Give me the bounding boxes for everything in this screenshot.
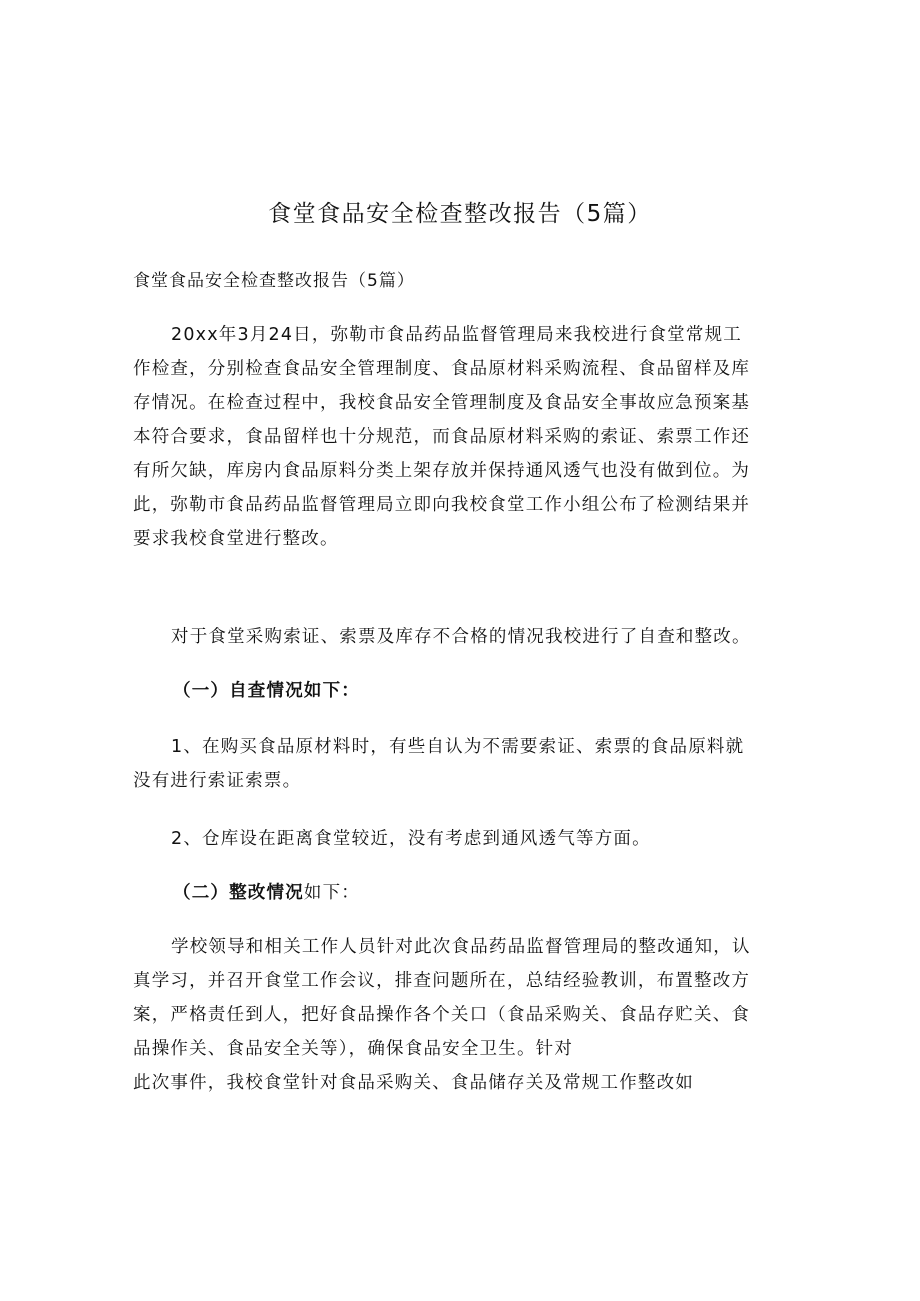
paragraph-line: 要求我校食堂进行整改。 <box>133 529 339 549</box>
intro-paragraph <box>133 318 805 556</box>
paragraph-line: 此次事件，我校食堂针对食品采购关、食品储存关及常规工作整改如 <box>133 1073 694 1093</box>
paragraph-line: 此，弥勒市食品药品监督管理局立即向我校食堂工作小组公布了检测结果并 <box>133 495 751 515</box>
document-title: 食堂食品安全检查整改报告（5篇） <box>268 201 652 227</box>
paragraph-line: 存情况。在检查过程中，我校食品安全管理制度及食品安全事故应急预案基 <box>133 393 751 413</box>
paragraph-line: 有所欠缺，库房内食品原料分类上架存放并保持通风透气也没有做到位。为 <box>133 461 751 481</box>
paragraph-line: 20xx年3月24日，弥勒市食品药品监督管理局来我校进行食堂常规工 <box>171 325 742 345</box>
paragraph-line: 1、在购买食品原材料时，有些自认为不需要索证、索票的食品原料就 <box>171 737 745 757</box>
paragraph-line: 作检查，分别检查食品安全管理制度、食品原材料采购流程、食品留样及库 <box>133 359 751 379</box>
rectification-heading-rest: 如下： <box>303 883 361 903</box>
self-check-intro-paragraph <box>133 620 805 654</box>
self-check-heading: （一）自查情况如下： <box>173 681 360 701</box>
paragraph-line: 案，严格责任到人，把好食品操作各个关口（食品采购关、食品存贮关、食 <box>133 1005 751 1025</box>
rectification-heading <box>173 880 360 906</box>
paragraph-line: 学校领导和相关工作人员针对此次食品药品监督管理局的整改通知，认 <box>171 937 751 957</box>
document-subtitle: 食堂食品安全检查整改报告（5篇） <box>133 271 415 291</box>
paragraph-line: 本符合要求，食品留样也十分规范，而食品原材料采购的索证、索票工作还 <box>133 427 751 447</box>
paragraph-line: 对于食堂采购索证、索票及库存不合格的情况我校进行了自查和整改。 <box>171 627 751 647</box>
rectification-heading-bold: （二）整改情况 <box>173 883 304 903</box>
rectification-paragraph <box>133 930 805 1100</box>
self-check-item-1 <box>133 730 805 798</box>
paragraph-line: 没有进行索证索票。 <box>133 771 302 791</box>
paragraph-line: 品操作关、食品安全关等），确保食品安全卫生。针对 <box>133 1039 574 1059</box>
self-check-item-2 <box>133 822 805 856</box>
paragraph-line: 2、仓库设在距离食堂较近，没有考虑到通风透气等方面。 <box>171 829 651 849</box>
paragraph-line: 真学习，并召开食堂工作会议，排查问题所在，总结经验教训，布置整改方 <box>133 971 751 991</box>
